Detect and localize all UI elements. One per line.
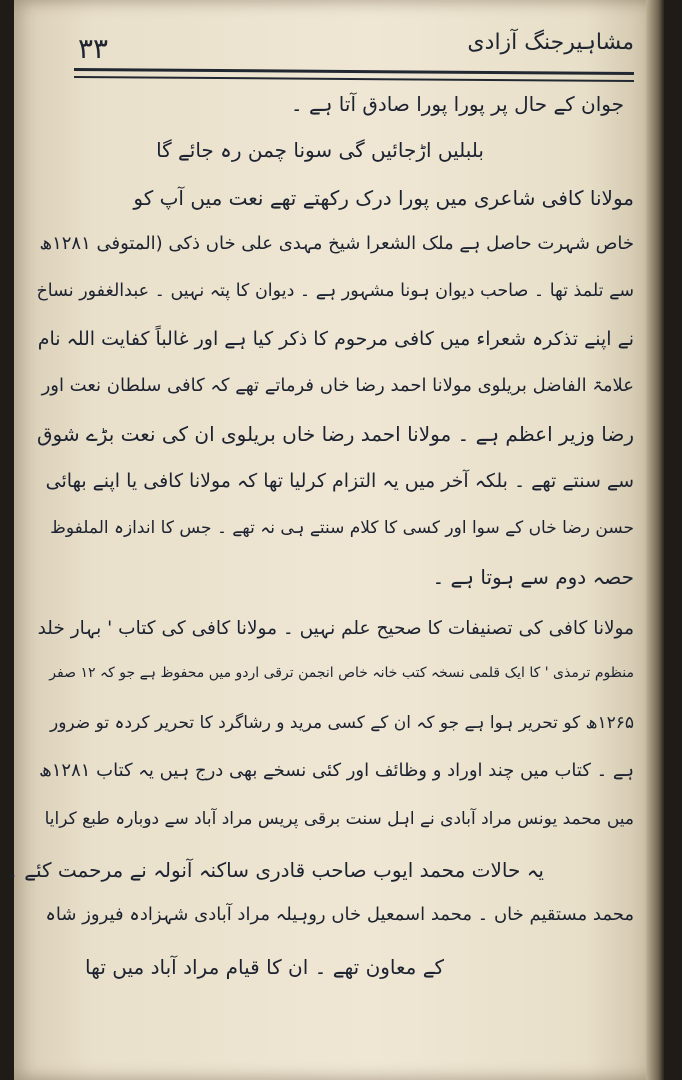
text-line: ہے ۔ کتاب میں چند اوراد و وظائف اور کئی نسخے بھی درج ہیں یہ کتاب ۱۲۸۱ھ — [39, 760, 634, 781]
text-line: سے سنتے تھے ۔ بلکہ آخر میں یہ التزام کرلیا تھا کہ مولانا کافی یا اپنے بھائی — [45, 470, 634, 492]
text-line: ۱۲۶۵ھ کو تحریر ہوا ہے جو کہ ان کے کسی مرید و رشاگرد کا تحریر کردہ تو ضرور — [49, 713, 634, 733]
text-line: محمد مستقیم خاں ۔ محمد اسمعیل خاں روہیلہ مراد آبادی شہزادہ فیروز شاہ — [45, 904, 634, 925]
text-line: منظوم ترمذی ' کا ایک قلمی نسخہ کتب خانہ خاص انجمن ترقی اردو میں محفوظ ہے جو کہ ۱۲ صفر — [49, 665, 634, 681]
text-line: بلبلیں اڑجائیں گی سونا چمن رہ جائے گا — [156, 138, 484, 162]
text-line: خاص شہرت حاصل ہے ملک الشعرا شیخ مہدی علی خاں ذکی (المتوفی ۱۲۸۱ھ — [39, 233, 634, 254]
page-edge-shadow — [646, 0, 664, 1080]
text-line: جوان کے حال پر پورا پورا صادق آتا ہے ۔ — [290, 92, 624, 116]
text-line: نے اپنے تذکرہ شعراء میں کافی مرحوم کا ذکر کیا ہے اور غالباً کفایت اللہ نام — [37, 328, 634, 350]
text-line: مولانا کافی شاعری میں پورا درک رکھتے تھے نعت میں آپ کو — [133, 186, 634, 210]
page-header — [74, 28, 634, 76]
book-page — [6, 0, 664, 1080]
page-number: ۳۳ — [78, 32, 109, 65]
text-line: کے معاون تھے ۔ ان کا قیام مراد آباد میں تھا — [85, 955, 444, 979]
header-rule-bottom — [74, 76, 634, 82]
text-line: حسن رضا خاں کے سوا اور کسی کا کلام سنتے ہی نہ تھے ۔ جس کا اندازہ الملفوظ — [50, 518, 634, 538]
header-rule-top — [74, 68, 634, 75]
text-line: مولانا کافی کی تصنیفات کا صحیح علم نہیں ۔ مولانا کافی کی کتاب ' بہار خلد — [37, 618, 634, 639]
text-line: حصہ دوم سے ہوتا ہے ۔ — [432, 565, 634, 589]
text-line: یہ حالات محمد ایوب صاحب قادری ساکنہ آنولہ نے مرحمت کئے ۔ — [6, 858, 544, 882]
text-line: رضا وزیر اعظم ہے ۔ مولانا احمد رضا خاں بریلوی ان کی نعت بڑے شوق — [37, 422, 634, 446]
text-line: علامۃ الفاضل بریلوی مولانا احمد رضا خاں فرماتے تھے کہ کافی سلطان نعت اور — [41, 375, 634, 396]
text-line: سے تلمذ تھا ۔ صاحب دیوان ہونا مشہور ہے ۔ دیوان کا پتہ نہیں ۔ عبدالغفور نساخ — [36, 281, 634, 301]
text-line: میں محمد یونس مراد آبادی نے اہل سنت برقی پریس مراد آباد سے دوبارہ طبع کرایا — [44, 809, 634, 829]
running-title: مشاہیرجنگ آزادی — [467, 30, 634, 55]
